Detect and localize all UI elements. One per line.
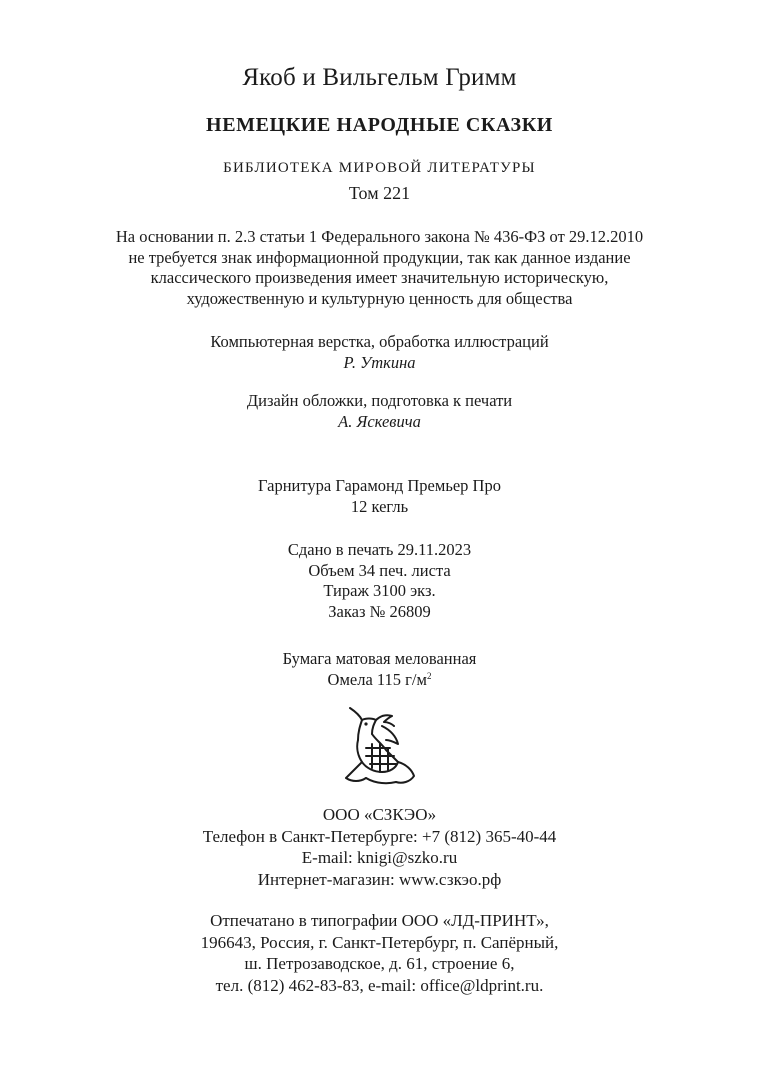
paper-weight-exponent: 2	[426, 670, 432, 681]
typeface-size: 12 кегль	[350, 496, 409, 516]
publisher-shop: Интернет-магазин: www.сзкэо.рф	[257, 869, 502, 889]
paper-type: Бумага матовая мелованная	[282, 649, 477, 668]
print-run: Тираж 3100 экз.	[323, 581, 436, 600]
book-series: БИБЛИОТЕКА МИРОВОЙ ЛИТЕРАТУРЫ	[223, 160, 536, 176]
paper-weight	[0, 670, 759, 691]
credit-layout	[0, 332, 759, 373]
publisher-name: ООО «СЗКЭО»	[322, 805, 437, 824]
printer-line: тел. (812) 462-83-83, e-mail: office@ldprint.ru.	[215, 975, 544, 995]
print-info	[0, 540, 759, 622]
book-title: НЕМЕЦКИЕ НАРОДНЫЕ СКАЗКИ	[206, 114, 553, 136]
credit-cover-design	[0, 391, 759, 432]
dragon-logo-icon	[336, 704, 422, 790]
publisher-phone: Телефон в Санкт-Петербурге: +7 (812) 365-40-44	[202, 826, 557, 846]
paper-info	[0, 649, 759, 690]
print-order: Заказ № 26809	[328, 601, 431, 621]
book-author: Якоб и Вильгельм Гримм	[242, 64, 517, 91]
paper-weight-value: Омела 115 г/м	[327, 669, 427, 689]
printer-line: 196643, Россия, г. Санкт-Петербург, п. Сапёрный,	[200, 932, 559, 952]
publisher-info	[0, 804, 759, 890]
legal-notice-line: художественную и культурную ценность для общества	[186, 288, 573, 308]
printer-info	[0, 910, 759, 996]
typeface-font: Гарнитура Гарамонд Премьер Про	[258, 476, 501, 495]
book-volume: Том 221	[348, 183, 411, 203]
credit-person: Р. Уткина	[343, 352, 416, 372]
legal-notice-line: не требуется знак информационной продукции, так как данное издание	[128, 247, 631, 267]
legal-notice-line: классического произведения имеет значительную историческую,	[150, 268, 609, 287]
credit-person: А. Яскевича	[338, 411, 421, 431]
legal-notice-line: На основании п. 2.3 статьи 1 Федерального закона № 436-ФЗ от 29.12.2010	[115, 227, 644, 246]
publisher-email: E-mail: knigi@szko.ru	[301, 848, 458, 867]
printer-line: Отпечатано в типографии ООО «ЛД-ПРИНТ»,	[210, 911, 549, 930]
print-volume: Объем 34 печ. листа	[308, 560, 451, 580]
credit-role: Компьютерная верстка, обработка иллюстраций	[210, 332, 549, 351]
typeface-info	[0, 476, 759, 517]
printer-line: ш. Петрозаводское, д. 61, строение 6,	[244, 954, 515, 973]
credit-role: Дизайн обложки, подготовка к печати	[246, 391, 513, 410]
print-date: Сдано в печать 29.11.2023	[287, 540, 472, 559]
legal-notice	[0, 227, 759, 309]
